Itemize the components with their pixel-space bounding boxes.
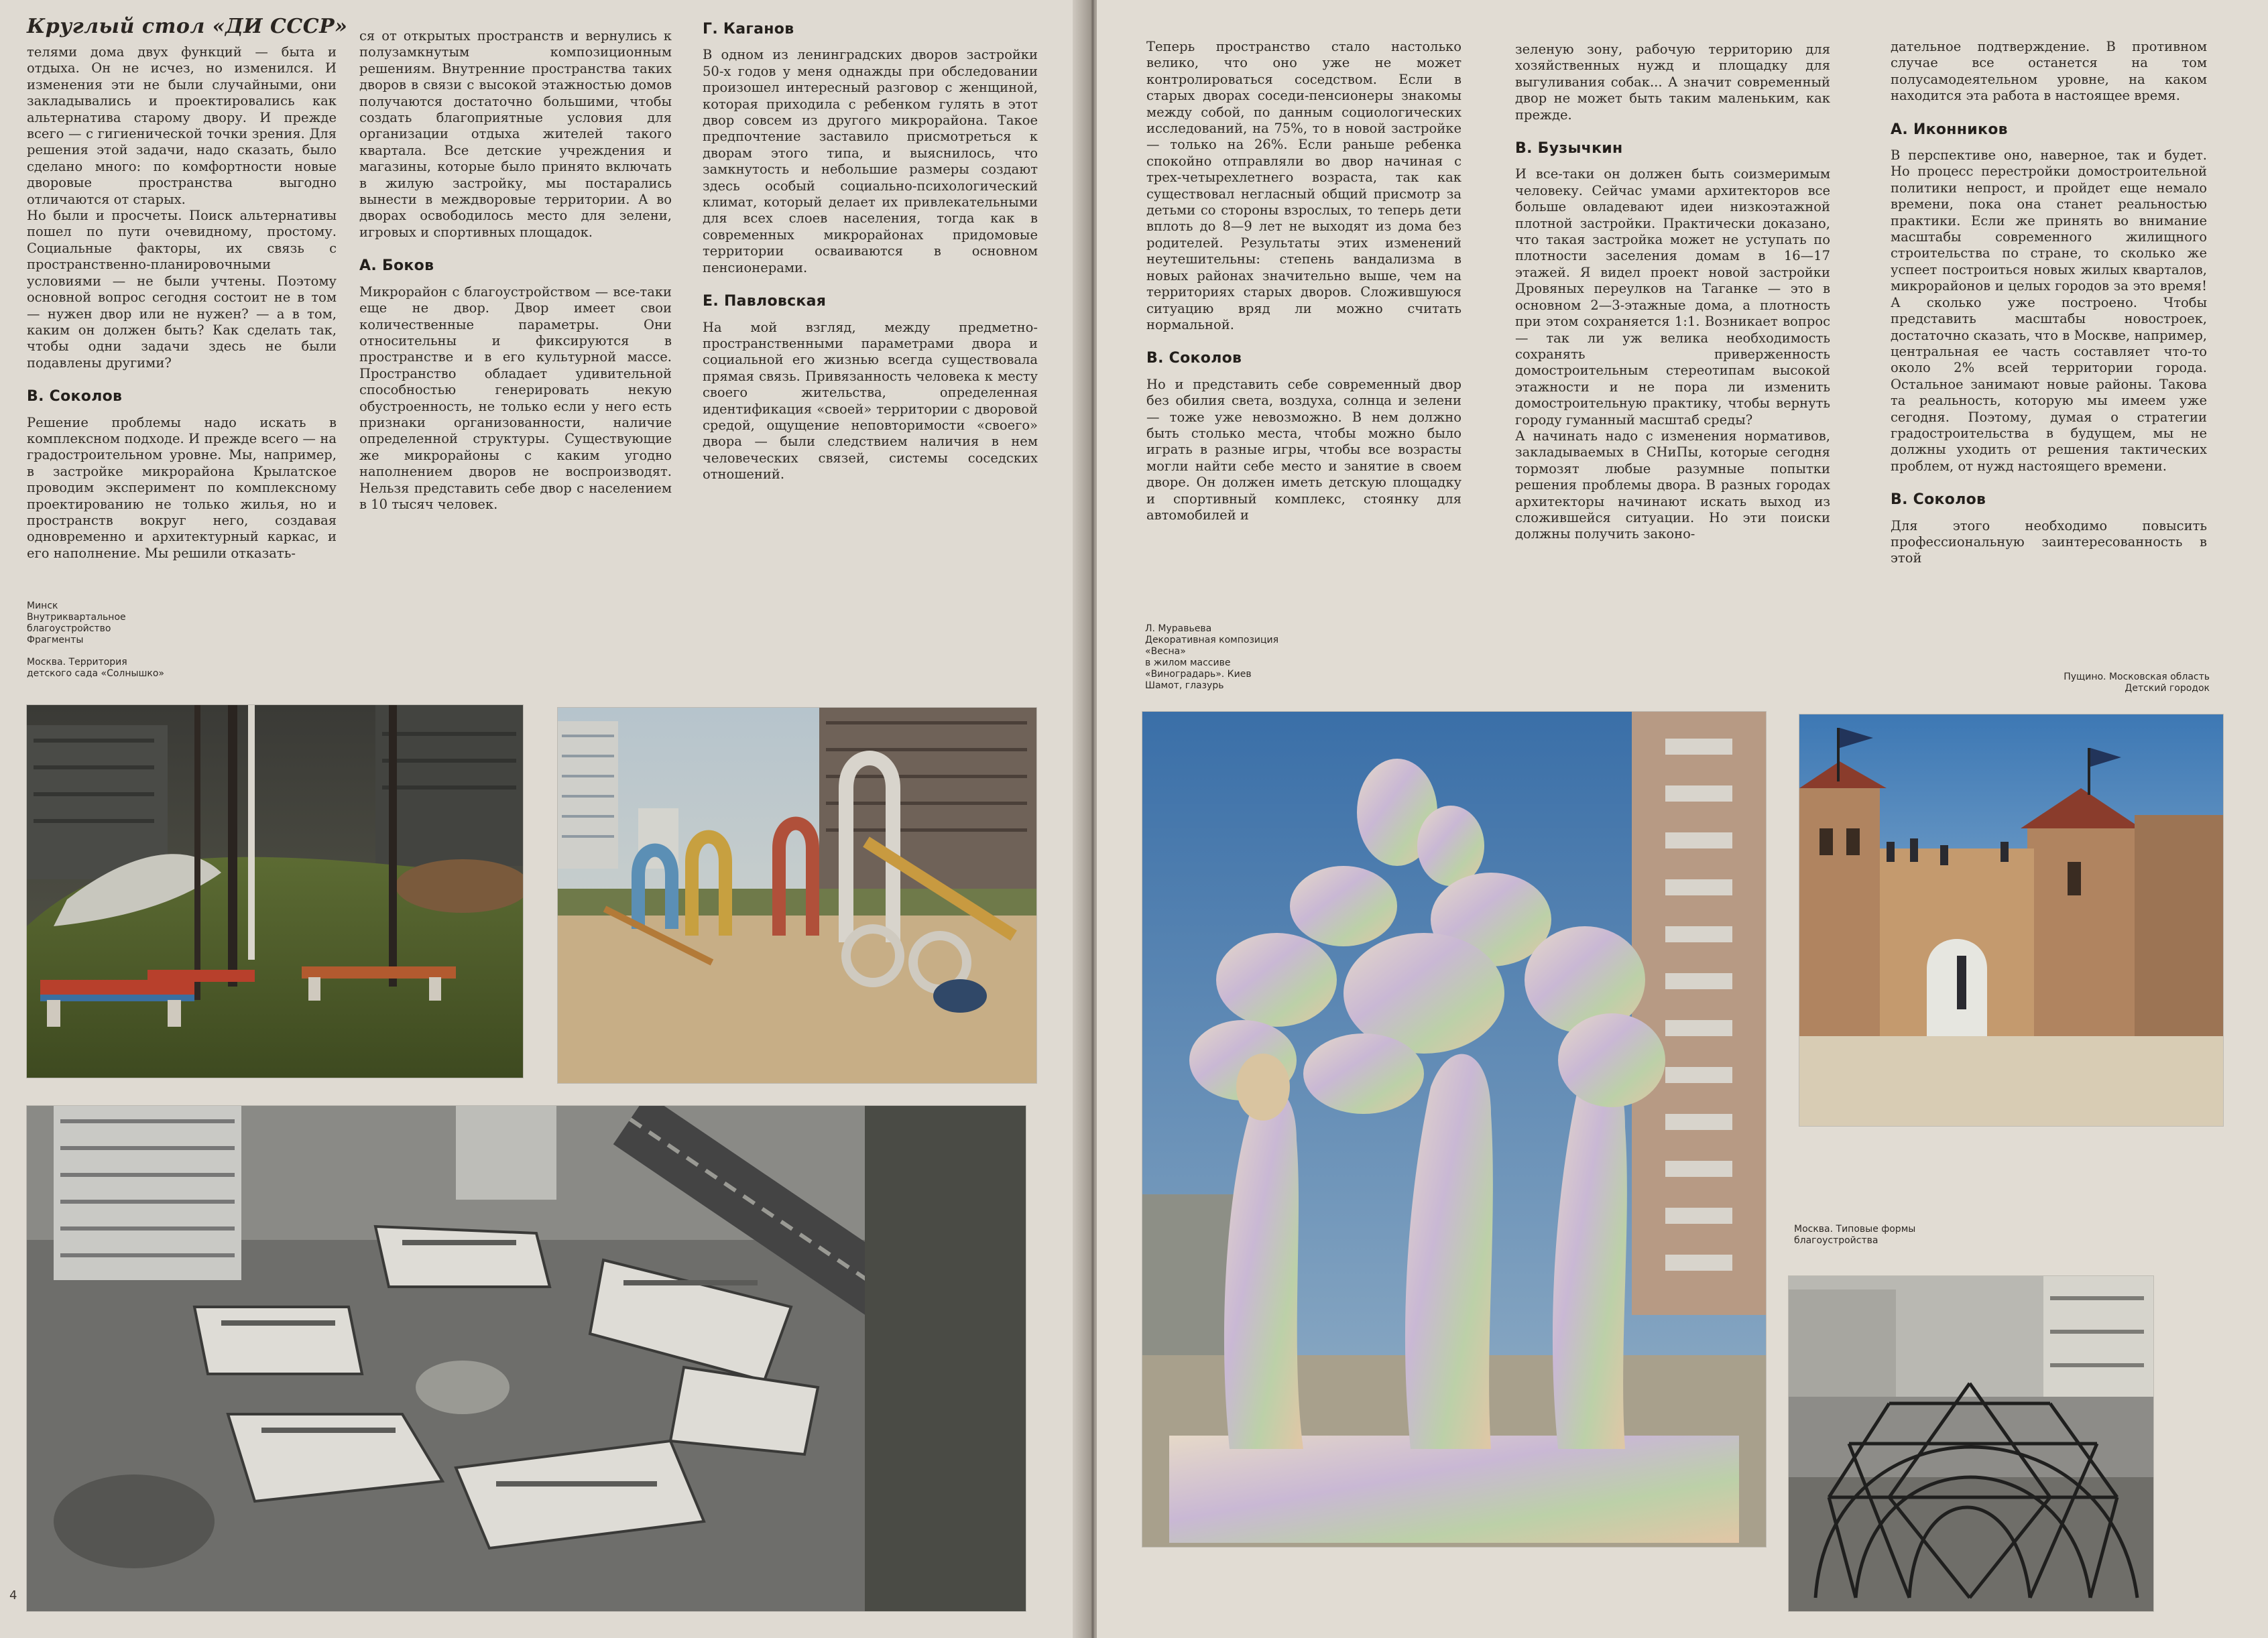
paragraph: дательное подтверждение. В противном случае все останется на том полусамодеятельном уровне, на каком находится эта работа в настоящее время. (1891, 39, 2207, 104)
speaker-name: А. Боков (359, 257, 434, 275)
caption-line: благоустройства (1794, 1235, 1878, 1246)
photo-caption-muravyeva (1145, 623, 1333, 692)
speaker-name: Е. Павловская (703, 293, 827, 310)
speaker-name: В. Соколов (27, 388, 123, 405)
speaker-name: В. Соколов (1146, 350, 1242, 367)
caption-line: детского сада «Солнышко» (27, 668, 164, 679)
caption-line: Москва. Типовые формы (1794, 1224, 1916, 1235)
photo-playground-arches (558, 708, 1036, 1083)
photo-park-benches (27, 705, 523, 1078)
paragraph: зеленую зону, рабочую территорию для хозяйственных нужд и площадку для выгуливания собак... А значит современный двор не может быть таким маленьким, как прежде. (1515, 42, 1830, 123)
paragraph: В перспективе оно, наверное, так и будет. Но процесс перестройки домостроительной политики непрост, и пройдет еще немало времени, пока она станет реальностью практики. Если же принять во внимание масштабы современного жилищного строительства по стране, то сколько же успеет построиться новых жилых кварталов, микрорайонов и целых городов за это время! А сколько уже построено. Чтобы представить масштабы новостроек, достаточно сказать, что в Москве, например, центральная ее часть составляет что-то около 2% всей территории города. Остальное занимают новые районы. Такова та реальность, которую мы имеем уже сегодня. Поэтому, думая о стратегии градостроительства в будущем, мы не должны уходить от решения тактических проблем, от нужд настоящего времени. (1891, 147, 2207, 474)
paragraph: Решение проблемы надо искать в комплексном подходе. И прежде всего — на градостроительном уровне. Мы, например, в застройке микрорайона Крылатское проводим эксперимент по комплексному проектированию не только жилья, но и пространств вокруг него, создавая одновременно и архитектурный каркас, и его наполнение. Мы решили отказать- (27, 414, 337, 561)
paragraph: Но были и просчеты. Поиск альтернативы пошел по пути очевидному, простому. Социальные факторы, их связь с пространственно-планировочными условиями — не были учтены. Поэтому основной вопрос сегодня состоит не в том — нужен двор или не нужен? — а в том, каким он должен быть? Как сделать так, чтобы одни задачи здесь не были подавлены другими? (27, 208, 337, 371)
photo-caption-minsk (27, 601, 201, 680)
text-column-6 (1891, 39, 2207, 567)
paragraph: На мой взгляд, между предметно-пространственными параметрами двора и социальной его жизнью всегда существовала прямая связь. Привязанность человека к месту своего жительства, определенная идентификация «своей» территории с дворовой средой, ощущение неповторимости «своего» двора — были следствием наличия в нем человеческих связей, системы соседских отношений. (703, 319, 1038, 483)
photo-geodesic-climber (1789, 1276, 2153, 1611)
photo-castle-playground (1799, 714, 2223, 1126)
text-column-5 (1515, 42, 1830, 543)
caption-line: «Весна» (1145, 646, 1186, 657)
caption-line: в жилом массиве (1145, 657, 1231, 668)
text-column-2 (359, 28, 672, 513)
caption-line: Пущино. Московская область (2064, 672, 2210, 682)
caption-line: Внутриквартальное (27, 612, 126, 623)
caption-line: Л. Муравьева (1145, 623, 1212, 634)
paragraph: И все-таки он должен быть соизмеримым человеку. Сейчас умами архитекторов все больше овладевают идеи низкоэтажной плотной застройки. Практически доказано, что такая застройка может не уступать по плотности заселения домам в 16—17 этажей. Я видел проект новой застройки Дровяных переулков на Таганке — это в основном 2—3-этажные дома, а плотность при этом сохраняется 1:1. Возникает вопрос — так ли уж велика необходимость сохранять приверженность домостроительным стереотипам высокой этажности и не пора ли изменить домостроительную практику, чтобы вернуть городу гуманный масштаб среды? (1515, 166, 1830, 428)
photo-sculpture-vesna (1142, 712, 1766, 1547)
caption-line: Шамот, глазурь (1145, 680, 1224, 691)
page-number-left: 4 (9, 1588, 17, 1602)
photo-kindergarten-aerial (27, 1106, 1026, 1611)
caption-line: Декоративная композиция (1145, 635, 1279, 645)
left-page (0, 0, 1090, 1638)
caption-line: Детский городок (2125, 683, 2210, 694)
paragraph: В одном из ленинградских дворов застройки 50-х годов у меня однажды при обследовании произошел интересный разговор с женщиной, которая приходила с ребенком гулять в этот двор совсем из другого микрорайона. Такое предпочтение заставило присмотреться к дворам этого типа, и выяснилось, что замкнутость и небольшие размеры создают здесь особый социально-психологический климат, который делает их привлекательными для всех слоев населения, тогда как в современных микрорайонах придомовые территории осваиваются в основном пенсионерами. (703, 47, 1038, 275)
right-page (1097, 0, 2268, 1638)
paragraph: А начинать надо с изменения нормативов, закладываемых в СНиПы, которые сегодня тормозят любые разумные попытки решения проблемы двора. В разных городах архитекторы начинают искать выход из сложившейся ситуации. Но эти поиски должны получить законо- (1515, 428, 1830, 542)
text-column-4 (1146, 39, 1461, 523)
paragraph: Теперь пространство стало настолько велико, что оно уже не может контролироваться соседством. Если в старых дворах соседи-пенсионеры знакомы между собой, по данным социологических исследований, на 75%, то в новой застройке — только на 26%. Если раньше ребенка спокойно отправляли во двор начиная с трех-четырехлетнего возраста, так как существовал негласный общий присмотр за детьми со стороны взрослых, то теперь дети вплоть до 8—9 лет не выходят из дома без родителей. Результаты этих изменений неутешительны: степень вандализма в новых районах значительно выше, чем на территориях старых дворов. Сложившуюся ситуацию вряд ли можно считать нормальной. (1146, 39, 1461, 332)
caption-line: Фрагменты (27, 635, 84, 645)
speaker-name: Г. Каганов (703, 21, 794, 38)
caption-line: благоустройство (27, 623, 111, 634)
paragraph: телями дома двух функций — быта и отдыха. Он не исчез, но изменился. И изменения эти не были случайными, они закладывались и проектировались как альтернатива старому двору. И прежде всего — с гигиенической точки зрения. Для решения этой задачи, надо сказать, было сделано много: по комфортности новые дворовые пространства выгодно отличаются от старых. (27, 44, 337, 207)
paragraph: ся от открытых пространств и вернулись к полузамкнутым композиционным решениям. Внутренние пространства таких дворов в связи с высокой этажностью домов получаются достаточно большими, чтобы создать благоприятные условия для организации отдыха жителей такого квартала. Все детские учреждения и магазины, которые было принято включать в жилую застройку, мы постарались вынести в междворовые территории. А во дворах освободилось место для зелени, игровых и спортивных площадок. (359, 28, 672, 240)
paragraph: Микрорайон с благоустройством — все-таки еще не двор. Двор имеет свои количественные параметры. Они относительны и фиксируются в пространстве и в его культурной массе. Пространство обладает удивительной способностью генерировать некую обустроенность, не только если у него есть признаки организованности, наличие определенной структуры. Существующие же микрорайоны с каким угодно наполнением дворов не воспроизводят. Нельзя представить себе двор с населением в 10 тысяч человек. (359, 284, 672, 512)
speaker-name: В. Соколов (1891, 491, 1986, 509)
text-column-1 (27, 44, 337, 562)
caption-line: Москва. Территория (27, 657, 127, 668)
speaker-name: А. Иконников (1891, 121, 2008, 138)
page-header-title: Круглый стол «ДИ СССР» (27, 15, 348, 38)
paragraph: Для этого необходимо повысить профессиональную заинтересованность в этой (1891, 517, 2207, 566)
photo-caption-pushchino (1988, 672, 2210, 694)
paragraph: Но и представить себе современный двор без обилия света, воздуха, солнца и зелени — тоже уже невозможно. В нем должно быть столько места, чтобы можно было играть в разные игры, чтобы все возрасты могли найти себе место и занятие в своем дворе. Он должен иметь детскую площадку и спортивный комплекс, стоянку для автомобилей и (1146, 376, 1461, 523)
text-column-3 (703, 21, 1038, 483)
caption-line: «Виноградарь». Киев (1145, 669, 1252, 680)
caption-line: Минск (27, 601, 58, 611)
photo-caption-moscow-forms (1794, 1224, 1982, 1247)
speaker-name: В. Бузычкин (1515, 140, 1623, 158)
